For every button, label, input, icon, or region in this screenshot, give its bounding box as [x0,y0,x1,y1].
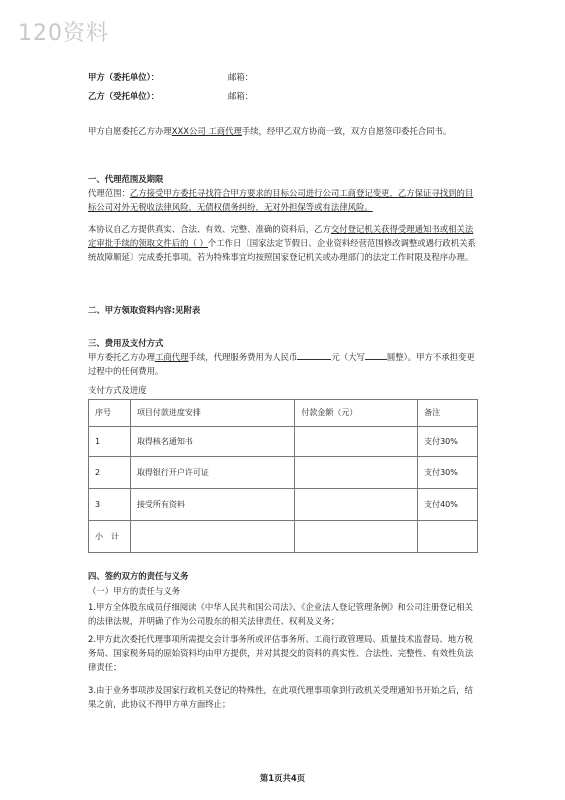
payment-table-wrap [88,399,478,553]
period-pre: 本协议自乙方提供真实、合法、有效、完整、准确的资料后，乙方 [88,224,331,234]
intro-service: 工商代理 [208,126,242,136]
table-header-cell: 项目付款进度安排 [130,400,294,427]
table-cell: 3 [89,489,131,521]
fee-capital-blank [365,350,387,360]
section1-title: 一、代理范围及期限 [88,174,164,184]
fee-amount-blank [297,350,331,360]
section3-title: 三、费用及支付方式 [88,338,164,348]
duty-item-1: 1.甲方全体股东成员仔细阅读《中华人民共和国公司法》、《企业法人登记管理条例》和公司注册登记相关的法律法规，并明确了作为公司股东的相关法律责任、权利及义务； [88,602,473,626]
intro-paragraph [88,124,478,138]
table-cell: 1 [89,427,131,457]
fee-mid: 手续，代理服务费用为人民币 [188,352,298,362]
table-row [89,457,478,489]
fee-paragraph [88,350,478,378]
intro-company: XXX公司 [171,126,206,136]
party-b-email-label: 邮箱： [228,91,254,101]
table-cell [295,521,418,553]
period-post: 个工作日〔国家法定节假日、企业资料经营范围修改调整或遇行政机关系统故障顺延〕完成委托事项。若为特殊事宜均按照国家登记机关或办理部门的法定工作时限及程序办理。 [88,238,476,262]
party-a-label: 甲方（委托单位）： [88,72,160,82]
scope-paragraph [88,186,478,214]
table-row [89,489,478,521]
table-cell: 支付30% [418,427,478,457]
party-a-email-label: 邮箱： [228,72,254,82]
watermark: 120资料 [18,21,109,46]
fee-pre: 甲方委托乙方办理 [88,352,155,362]
table-cell [130,521,294,553]
section2-title: 二、甲方领取资料内容:见附表 [88,305,201,315]
payment-table [88,399,478,553]
period-underlined: 交付登记机关获得受理通知书或相关法定审批手续的领取文件后的（ ） [88,224,474,248]
table-cell [418,521,478,553]
table-cell [295,489,418,521]
section4-title: 四、签约双方的责任与义务 [88,571,189,581]
party-b-label: 乙方（受托单位）： [88,91,160,101]
scope-text: 乙方接受甲方委托寻找符合甲方要求的目标公司进行公司工商登记变更，乙方保证寻找到的目标公司对外无税收法律风险，无债权债务纠纷，无对外担保等或有法律风险。 [88,188,474,212]
table-cell: 支付40% [418,489,478,521]
section4-subtitle: （一）甲方的责任与义务 [88,586,181,596]
duty-item-3: 3.由于业务事项涉及国家行政机关登记的特殊性，在此项代理事项拿到行政机关受理通知书开始之后，结果之前，此协议不得甲方单方面终止； [88,685,473,709]
table-header-cell: 序号 [89,400,131,427]
page-footer: 第1页共4页 [259,773,306,783]
period-paragraph [88,222,478,264]
table-caption: 支付方式及进度 [88,385,147,395]
table-cell: 2 [89,457,131,489]
scope-label: 代理范围： [88,188,130,198]
fee-service: 工商代理 [155,352,189,362]
table-row [89,427,478,457]
table-cell: 取得银行开户许可证 [130,457,294,489]
duty-item-2: 2.甲方此次委托代理事项所需提交会计事务所或评估事务所、工商行政管理局、质量技术监督局、地方税务局、国家税务局的原始资料均由甲方提供，并对其提交的资料的真实性、合法性、完整性、有效性负法律责任； [88,634,474,672]
intro-post: 手续，经甲乙双方协商一致，双方自愿签印委托合同书。 [241,126,452,136]
fee-end: 圆整）。甲方不承担变更过程中的任何费用。 [88,352,475,376]
table-subtotal-row [89,521,478,553]
table-cell [295,457,418,489]
table-cell: 小 计 [89,521,131,553]
table-header-cell: 付款金额（元） [295,400,418,427]
table-header-cell: 备注 [418,400,478,427]
table-cell [295,427,418,457]
table-cell: 取得核名通知书 [130,427,294,457]
fee-unit: 元（大写 [331,352,365,362]
table-cell: 接受所有资料 [130,489,294,521]
intro-pre: 甲方自愿委托乙方办理 [88,126,172,136]
table-cell: 支付30% [418,457,478,489]
table-header-row [89,400,478,427]
